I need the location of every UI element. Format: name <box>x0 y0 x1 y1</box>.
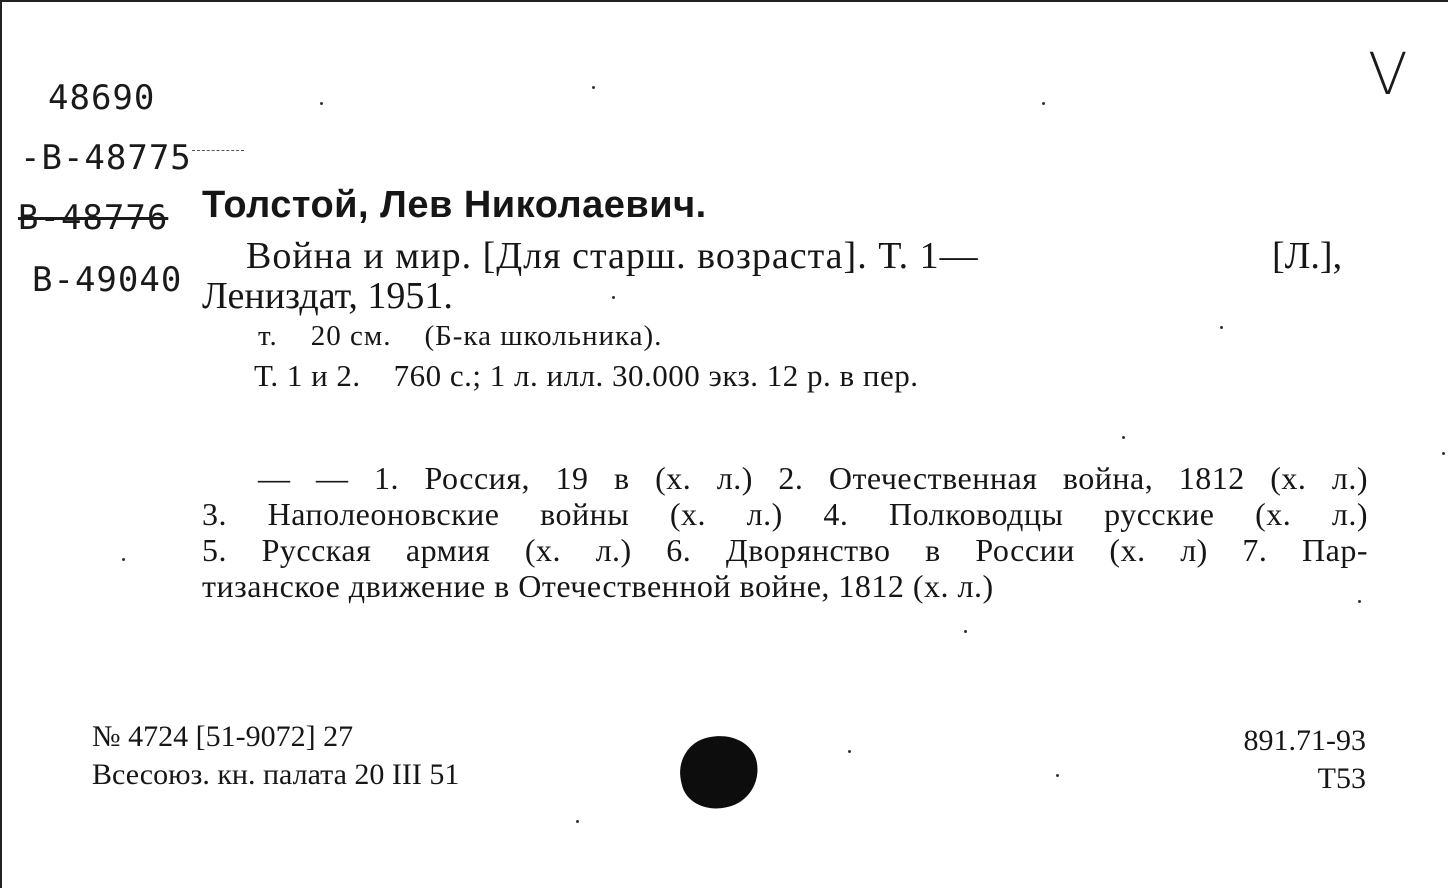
dust-speck <box>122 558 125 561</box>
dust-speck <box>1042 102 1045 105</box>
volumes-description: Т. 1 и 2. 760 с.; 1 л. илл. 30.000 экз. 12 р. в пер. <box>254 358 919 393</box>
handwritten-number: 48690 <box>48 78 156 118</box>
dust-speck <box>612 296 615 299</box>
title-line: Война и мир. [Для старш. возраста]. Т. 1— <box>246 235 979 277</box>
dust-speck <box>964 630 967 633</box>
handwritten-number-struck: В-48776 <box>18 198 169 238</box>
card-number: № 4724 [51-9072] 27 <box>92 720 354 753</box>
author-heading: Толстой, Лев Николаевич. <box>202 184 707 226</box>
check-mark: V <box>1368 40 1408 108</box>
subject-headings <box>202 460 1368 604</box>
subject-line: 3. Наполеоновские войны (х. л.) 4. Полководцы русские (х. л.) <box>202 496 1368 532</box>
dust-speck <box>320 102 323 105</box>
publisher-line: Лениздат, 1951. <box>202 275 453 317</box>
dust-speck <box>1122 436 1125 439</box>
book-chamber-line: Всесоюз. кн. палата 20 III 51 <box>92 758 460 791</box>
classification-number: 891.71-93 <box>1243 724 1366 757</box>
cutter-number: Т53 <box>1317 762 1366 795</box>
dust-speck <box>576 820 579 823</box>
dust-speck <box>1056 774 1059 777</box>
dust-speck <box>592 86 595 89</box>
dust-speck <box>1442 452 1445 455</box>
handwritten-number: В-49040 <box>32 260 183 300</box>
pencil-stroke <box>192 150 244 151</box>
dust-speck <box>1358 600 1361 603</box>
publication-place: [Л.], <box>1272 235 1343 277</box>
ink-blot <box>673 729 764 816</box>
subject-line: 5. Русская армия (х. л.) 6. Дворянство в России (х. л) 7. Пар- <box>202 532 1368 568</box>
subject-line: — — 1. Россия, 19 в (х. л.) 2. Отечественная война, 1812 (х. л.) <box>258 460 1368 496</box>
physical-description: т. 20 см. (Б-ка школьника). <box>258 320 663 352</box>
dust-speck <box>1220 326 1223 329</box>
dust-speck <box>848 750 851 753</box>
handwritten-number: -В-48775 <box>20 138 192 178</box>
subject-line: тизанское движение в Отечественной войне, 1812 (х. л.) <box>202 568 994 604</box>
